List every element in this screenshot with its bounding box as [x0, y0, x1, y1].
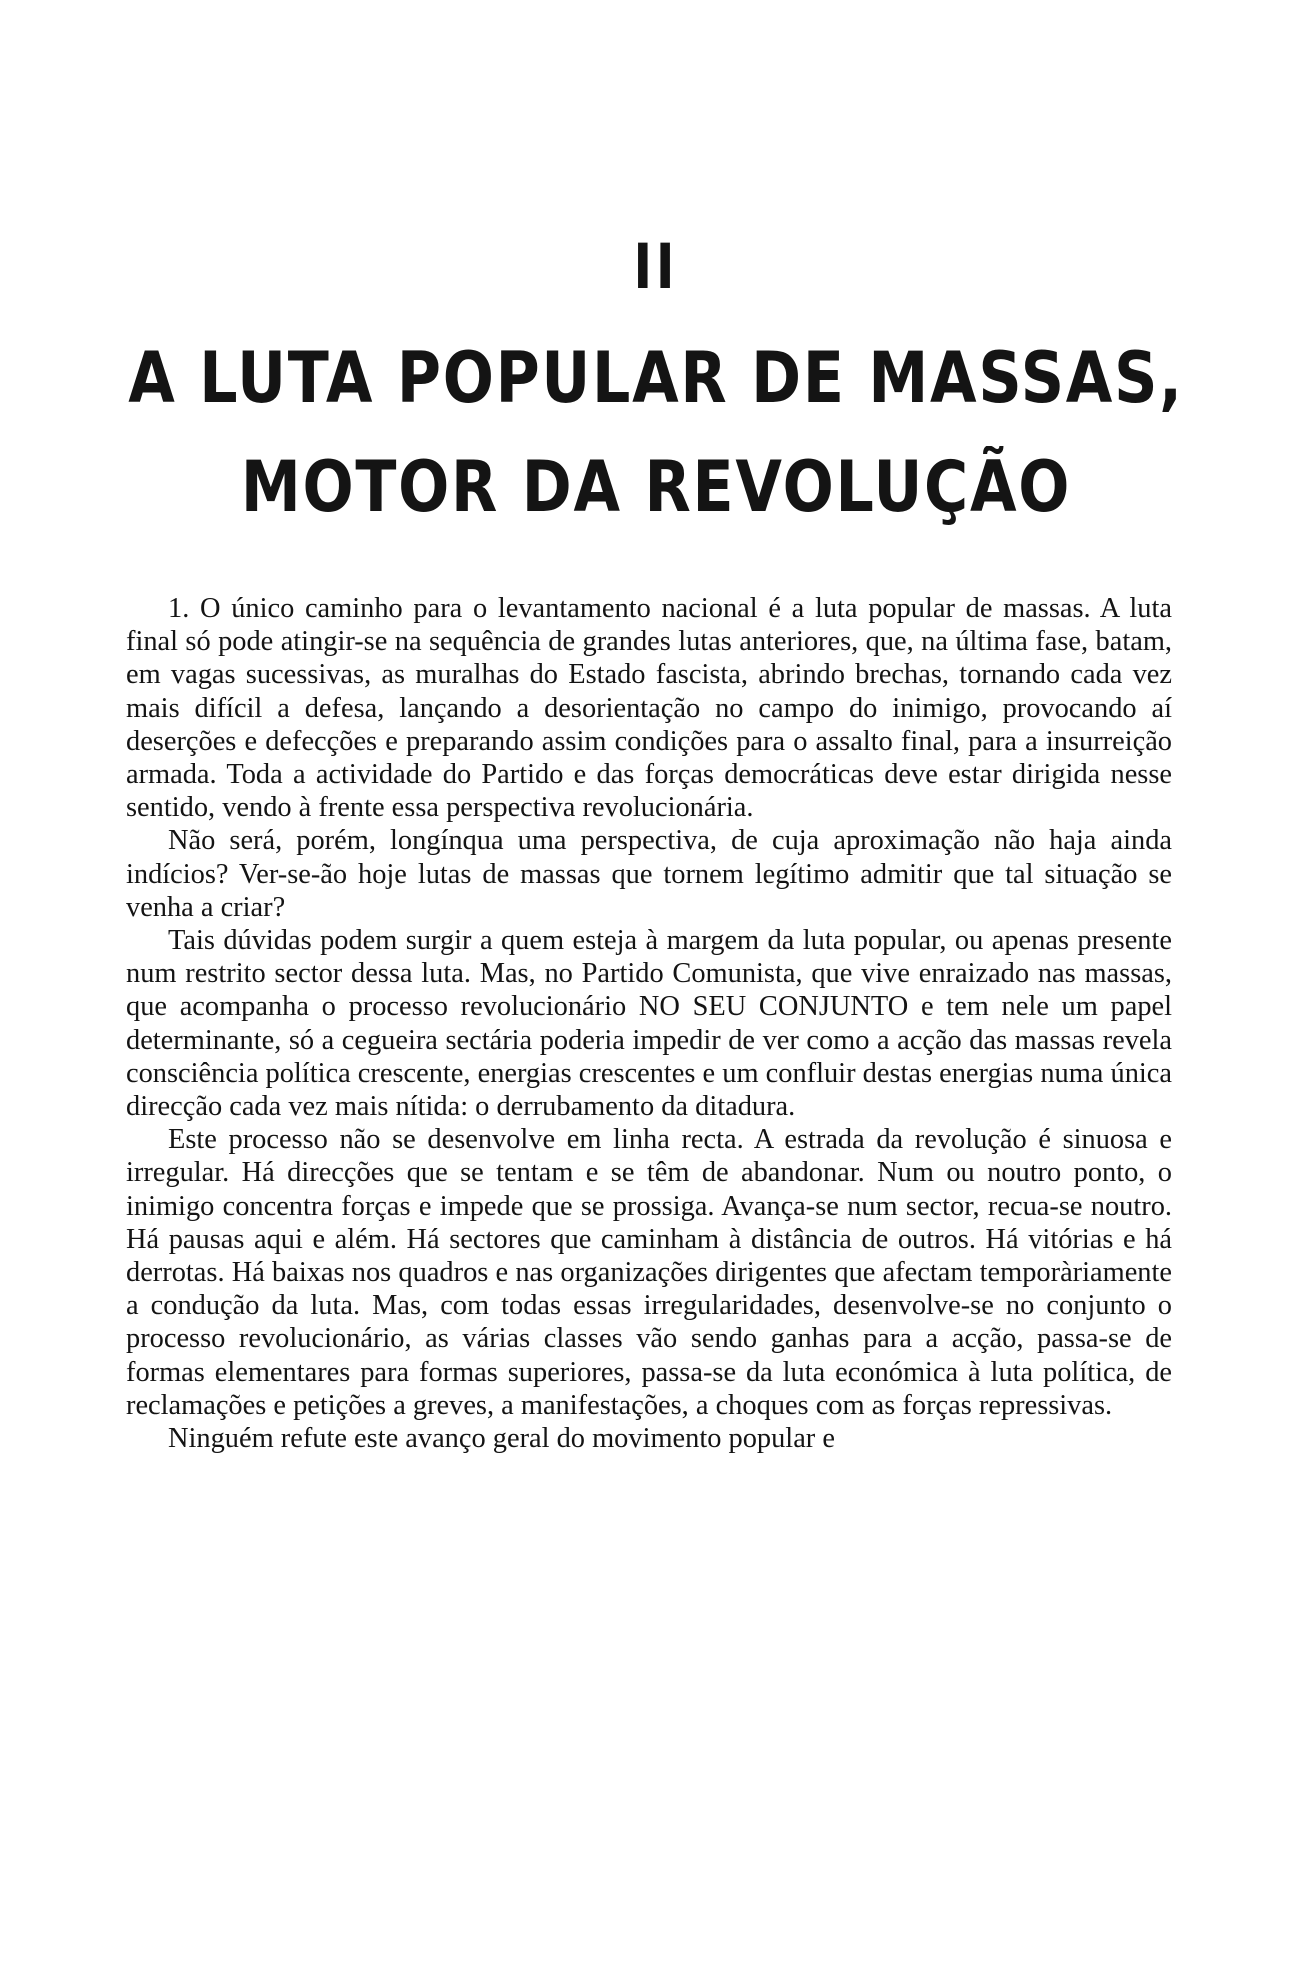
chapter-number: II [633, 228, 679, 302]
paragraph-2: Não será, porém, longínqua uma perspectiva, de cuja aproximação não haja ainda indícios? Ver-se-ão hoje lutas de massas que tornem legítimo admitir que tal situação se venha a criar? [126, 825, 1172, 923]
paragraph-5: Ninguém refute este avanço geral do movimento popular e [168, 1423, 835, 1455]
paragraph-4: Este processo não se desenvolve em linha recta. A estrada da revolução é sinuosa e irregular. Há direcções que se tentam e se têm de abandonar. Num ou noutro ponto, o inimigo concentra forças e impede que se prossiga. Avança-se num sector, recua-se noutro. Há pausas aqui e além. Há sectores que caminham à distância de outros. Há vitórias e há derrotas. Há baixas nos quadros e nas organizações dirigentes que afectam temporàriamente a condução da luta. Mas, com todas essas irregularidades, desenvolve-se no conjunto o processo revolucionário, as várias classes vão sendo ganhas para a acção, passa-se de formas elementares para formas superiores, passa-se da luta económica à luta política, de reclamações e petições a greves, a manifestações, a choques com as forças repressivas. [126, 1124, 1172, 1421]
paragraph-1: 1. O único caminho para o levantamento nacional é a luta popular de massas. A luta final só pode atingir-se na sequência de grandes lutas anteriores, que, na última fase, batam, em vagas sucessivas, as muralhas do Estado fascista, abrindo brechas, tornando cada vez mais difícil a defesa, lançando a desorientação no campo do inimigo, provocando aí deserções e defecções e preparando assim condições para o assalto final, para a insurreição armada. Toda a actividade do Partido e das forças democráticas deve estar dirigida nesse sentido, vendo à frente essa perspectiva revolucionária. [126, 593, 1172, 824]
chapter-title-line-1: A LUTA POPULAR DE MASSAS, [128, 337, 1184, 419]
chapter-body [126, 592, 1172, 1455]
paragraph-3: Tais dúvidas podem surgir a quem esteja à margem da luta popular, ou apenas presente num restrito sector dessa luta. Mas, no Partido Comunista, que vive enraizado nas massas, que acompanha o processo revolucionário NO SEU CONJUNTO e tem nele um papel determinante, só a cegueira sectária poderia impedir de ver como a acção das massas revela consciência política crescente, energias crescentes e um confluir destas energias numa única direcção cada vez mais nítida: o derrubamento da ditadura. [126, 925, 1172, 1123]
chapter-title-line-2: MOTOR DA REVOLUÇÃO [240, 446, 1072, 528]
